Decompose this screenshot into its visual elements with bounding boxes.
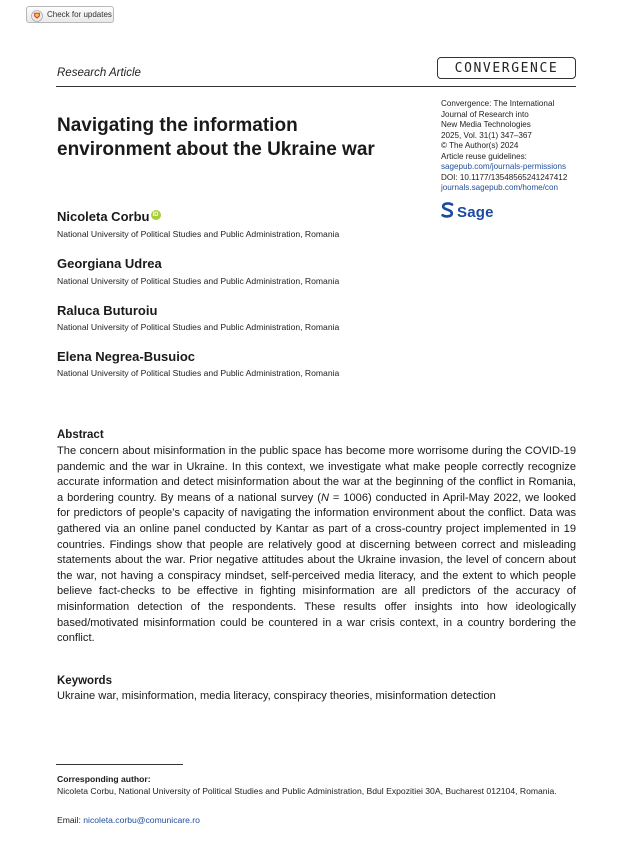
check-for-updates-button[interactable]	[26, 6, 114, 23]
email-label: Email:	[57, 815, 84, 825]
email-link[interactable]: nicoleta.corbu@comunicare.ro	[83, 815, 200, 825]
footnote-divider	[56, 764, 183, 765]
author-name: Georgiana Udrea	[57, 256, 162, 271]
corresponding-author-heading: Corresponding author:	[57, 774, 151, 784]
author-affiliation: National University of Political Studies and Public Administration, Romania	[57, 322, 340, 332]
sage-logo-icon	[441, 202, 454, 223]
keywords-text: Ukraine war, misinformation, media literacy, conspiracy theories, misinformation detection	[57, 690, 496, 702]
abstract-text	[57, 444, 576, 647]
article-title	[57, 114, 427, 162]
abstract-text-part: The concern about misinformation in the public space has become more worrisome during the COVID-19 pandemic and the war in Ukraine. In this context, we investigate what make people correctly recognize accurate information and detect misinformation about the war at the beginning of the conflict in Romania, a bordering country. By means of a national survey (	[57, 445, 576, 504]
author-name: Raluca Buturoiu	[57, 303, 158, 318]
author-name	[57, 209, 161, 224]
journal-logo-text: CONVERGENCE	[454, 60, 559, 76]
journal-homepage-link[interactable]: journals.sagepub.com/home/con	[441, 183, 558, 192]
keywords-heading: Keywords	[57, 675, 112, 687]
corresponding-author-address: Nicoleta Corbu, National University of Political Studies and Public Administration, Bdul Expozitiei 30A, Bucharest 012104, Romania.	[57, 786, 557, 796]
check-for-updates-label: Check for updates	[47, 10, 112, 19]
author-name-text: Nicoleta Corbu	[57, 209, 150, 224]
reuse-label: Article reuse guidelines:	[441, 151, 527, 161]
reuse-link[interactable]: sagepub.com/journals-permissions	[441, 162, 567, 171]
author-name: Elena Negrea-Busuioc	[57, 349, 195, 364]
publisher-name: Sage	[457, 204, 494, 221]
orcid-icon[interactable]	[151, 210, 161, 220]
sample-size-symbol: N	[320, 491, 329, 504]
journal-info	[441, 99, 591, 194]
journal-name-line: New Media Technologies	[441, 120, 531, 129]
header-divider	[56, 86, 576, 87]
journal-name-line: Convergence: The International	[441, 99, 555, 108]
title-line: environment about the Ukraine war	[57, 139, 375, 160]
abstract-text-part: = 1006) conducted in April-May 2022, we looked for predictors of people’s capacity of navigating the information environment about the conflict. Data was gathered via an online panel conducted by Kantar as part of a cross-country project implemented in 19 countries. Findings show that people are relatively good at discerning between correct and misleading statements about the war. Prior negative attitudes about the Ukraine invasion, the level of concern about the war, not having a conspiracy mindset, self-perceived media literacy, and the extent to which people believe fact-checks to be effective in fighting misinformation are all predictors of the accuracy of misinformation detection of the respondents. These results offer insights into how ideologically based/motivated misinformation could be countered in a war crisis context, in a country bordering the conflict.	[57, 491, 576, 645]
article-type: Research Article	[57, 67, 141, 79]
title-line: Navigating the information	[57, 115, 298, 136]
publisher-logo	[441, 202, 494, 223]
journal-volume: 2025, Vol. 31(1) 347–367	[441, 130, 532, 140]
author-affiliation: National University of Political Studies and Public Administration, Romania	[57, 368, 340, 378]
journal-name-line: Journal of Research into	[441, 109, 529, 119]
journal-copyright: © The Author(s) 2024	[441, 141, 519, 150]
crossmark-icon	[31, 9, 43, 21]
abstract-heading: Abstract	[57, 429, 104, 441]
journal-doi: DOI: 10.1177/13548565241247412	[441, 172, 568, 182]
corresponding-author-email	[57, 815, 200, 825]
author-affiliation: National University of Political Studies and Public Administration, Romania	[57, 229, 340, 239]
author-affiliation: National University of Political Studies and Public Administration, Romania	[57, 276, 340, 286]
journal-logo	[437, 57, 576, 79]
